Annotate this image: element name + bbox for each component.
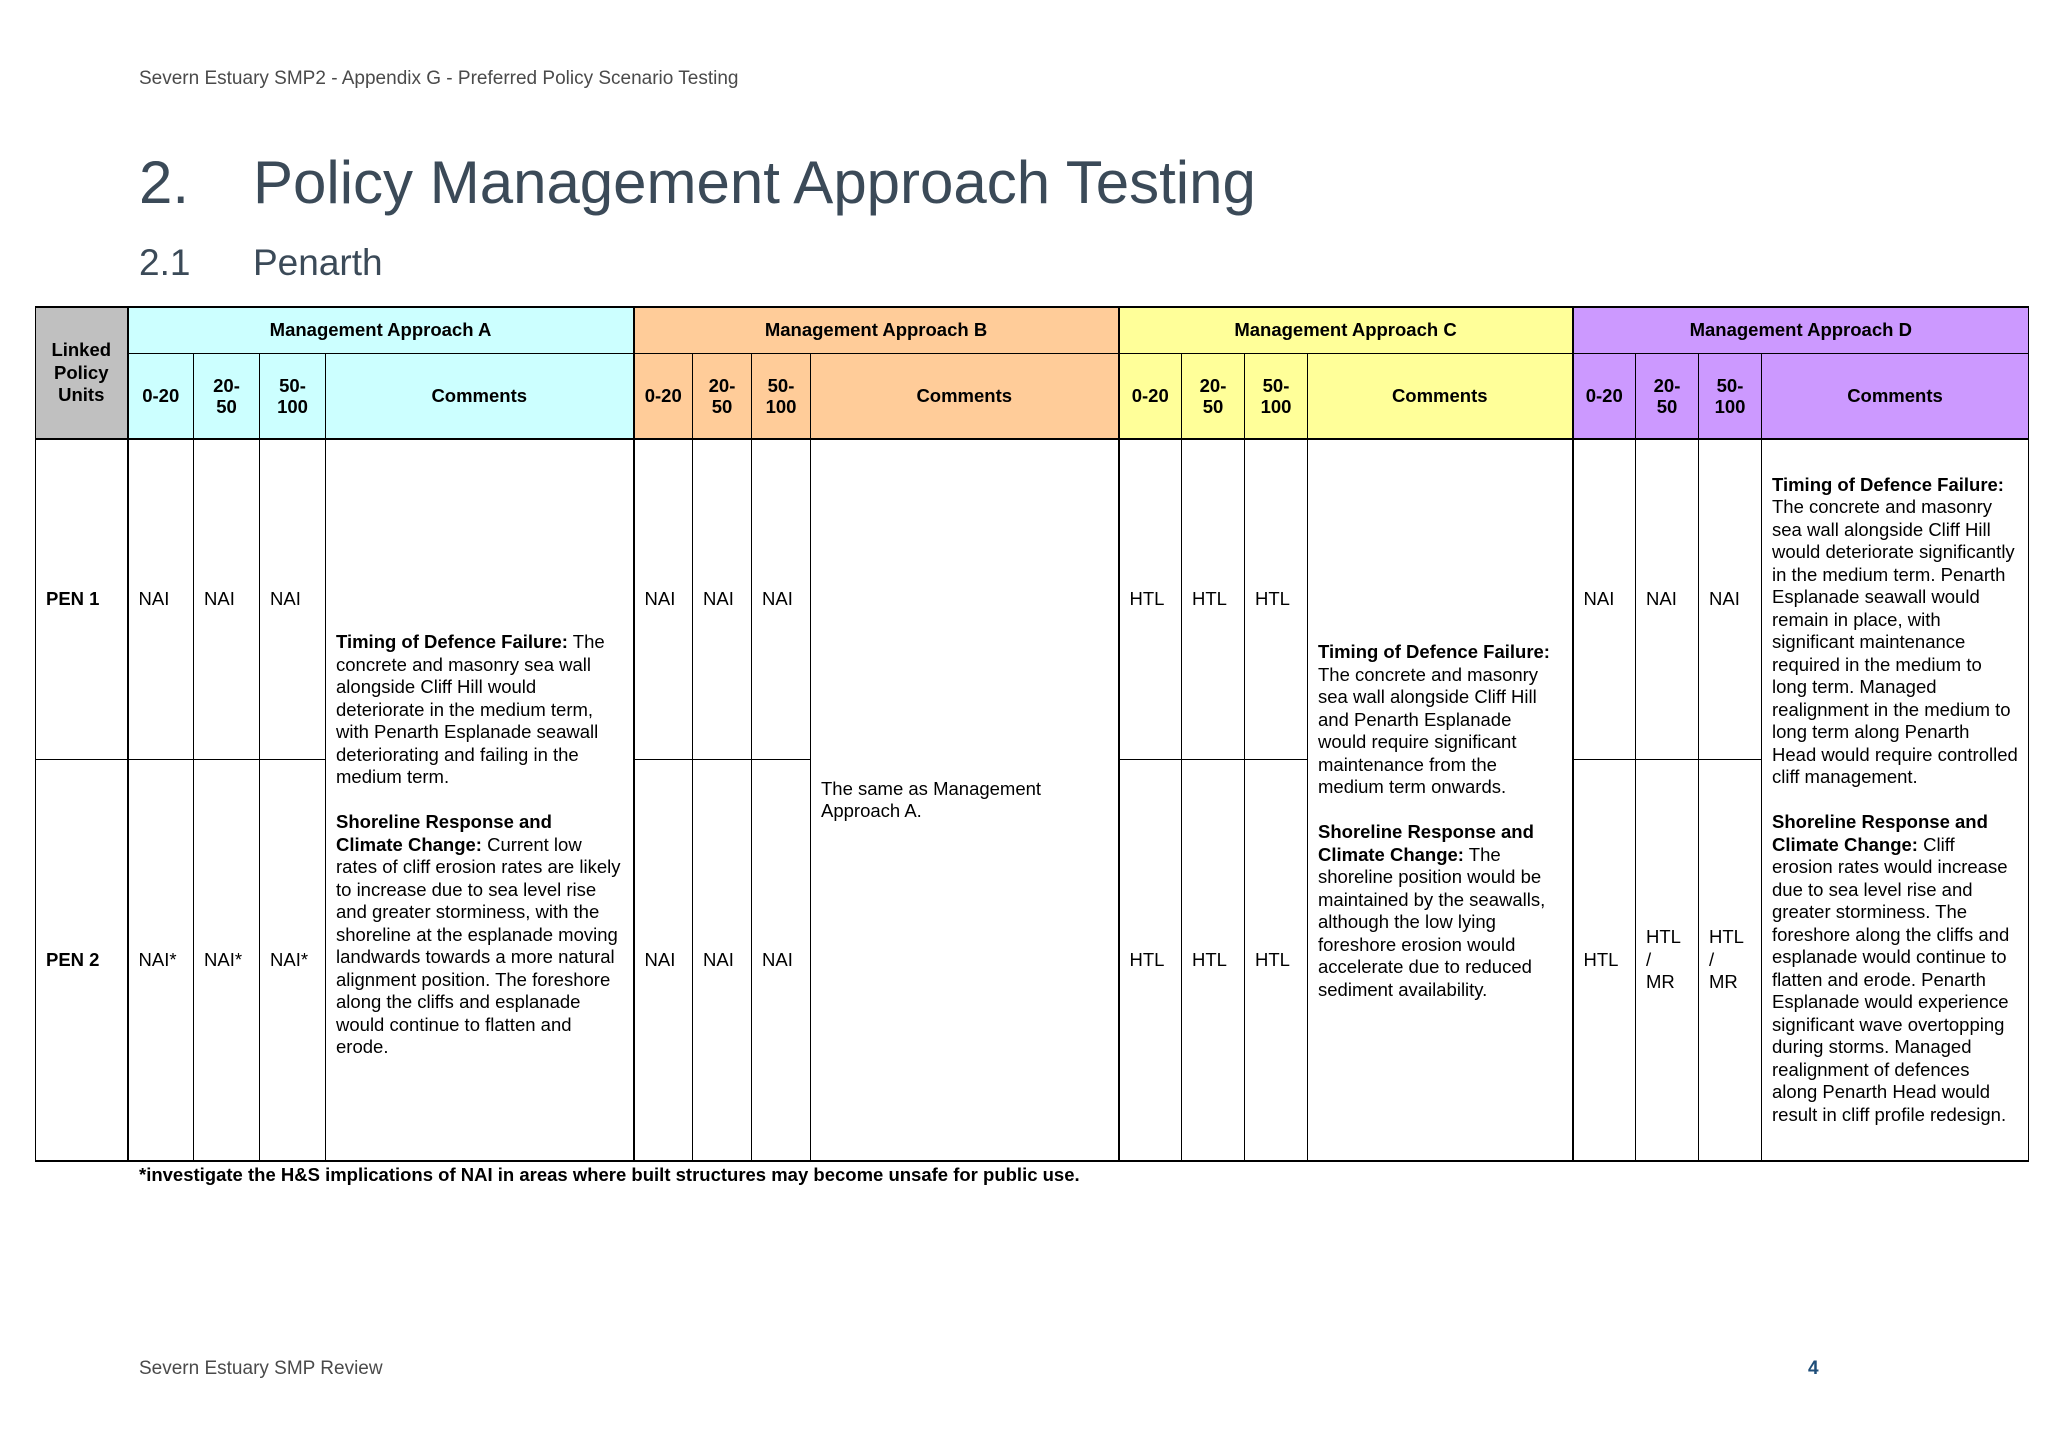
footer-title: Severn Estuary SMP Review [139, 1358, 383, 1379]
comment-text: The same as Management Approach A. [821, 777, 1042, 821]
policy-cell: HTL / MR [1699, 759, 1762, 1161]
comment-text: The concrete and masonry sea wall alongside Cliff Hill would deteriorate in the medium term, with Penarth Esplanade seawall deteriorating and failing in the medium term. [336, 631, 605, 788]
policy-cell: NAI [693, 439, 752, 759]
table-footnote: *investigate the H&S implications of NAI in areas where built structures may become unsafe for public use. [139, 1164, 1080, 1185]
policy-cell: HTL [1182, 759, 1245, 1161]
policy-cell: HTL [1182, 439, 1245, 759]
policy-cell: NAI [260, 439, 326, 759]
unit-cell: PEN 2 [36, 759, 128, 1161]
approach-d-header: Management Approach D [1573, 307, 2029, 353]
page-number: 4 [1808, 1358, 1819, 1379]
comment-label: Timing of Defence Failure: [336, 631, 568, 653]
epoch-header: 0-20 [634, 353, 693, 439]
epoch-header: 20-50 [194, 353, 260, 439]
epoch-header: 0-20 [128, 353, 194, 439]
comment-label: Shoreline Response and Climate Change: [1318, 821, 1534, 865]
policy-cell: HTL [1119, 759, 1182, 1161]
policy-cell: NAI [1636, 439, 1699, 759]
policy-cell: NAI* [128, 759, 194, 1161]
approach-b-header: Management Approach B [634, 307, 1119, 353]
policy-cell: NAI [752, 759, 811, 1161]
policy-cell: HTL [1245, 439, 1308, 759]
policy-cell: NAI [693, 759, 752, 1161]
policy-cell: NAI [1573, 439, 1636, 759]
subsection-number: 2.1 [139, 242, 191, 283]
linked-units-header: Linked Policy Units [36, 307, 128, 439]
subsection-title: Penarth [253, 242, 383, 283]
epoch-header: 20-50 [1636, 353, 1699, 439]
comment-text: The concrete and masonry sea wall alongside Cliff Hill would deteriorate significantly in the medium term. Penarth Esplanade seawall would remain in place, with significant maintenance required in the medium to long term. Managed realignment in the medium to long term along Penarth Head would require controlled cliff management. [1772, 496, 2018, 788]
section-heading [139, 150, 1256, 216]
policy-cell: NAI [128, 439, 194, 759]
epoch-header: 50-100 [1699, 353, 1762, 439]
approach-a-comments [326, 439, 634, 1161]
epoch-header: 50-100 [1245, 353, 1308, 439]
approach-a-header: Management Approach A [128, 307, 634, 353]
approach-c-comments [1308, 439, 1573, 1161]
policy-cell: HTL [1119, 439, 1182, 759]
epoch-header: 50-100 [260, 353, 326, 439]
approach-c-header: Management Approach C [1119, 307, 1573, 353]
section-title: Policy Management Approach Testing [253, 149, 1256, 216]
section-number: 2. [139, 149, 190, 216]
policy-cell: NAI [634, 759, 693, 1161]
comment-text: Cliff erosion rates would increase due to sea level rise and greater storminess. The foreshore along the cliffs and esplanade would continue to flatten and erode. Penarth Esplanade would experience significant wave overtopping during storms. Managed realignment of defences along Penarth Head would result in cliff profile redesign. [1772, 833, 2010, 1125]
comment-label: Timing of Defence Failure: [1772, 473, 2004, 495]
running-header: Severn Estuary SMP2 - Appendix G - Preferred Policy Scenario Testing [139, 68, 739, 89]
comment-label: Shoreline Response and Climate Change: [336, 811, 552, 855]
epoch-header: 20-50 [1182, 353, 1245, 439]
policy-cell: NAI [1699, 439, 1762, 759]
policy-cell: NAI [634, 439, 693, 759]
policy-testing-table [35, 306, 2029, 1162]
subsection-heading [139, 243, 383, 284]
comment-text: The shoreline position would be maintained by the seawalls, although the low lying foreshore erosion would accelerate due to reduced sediment availability. [1318, 843, 1546, 1000]
comments-header: Comments [1308, 353, 1573, 439]
approach-d-comments [1762, 439, 2029, 1161]
epoch-header: 0-20 [1119, 353, 1182, 439]
approach-b-comments [811, 439, 1119, 1161]
comment-label: Shoreline Response and Climate Change: [1772, 811, 1988, 855]
epoch-header: 20-50 [693, 353, 752, 439]
policy-cell: NAI* [260, 759, 326, 1161]
policy-cell: HTL / MR [1636, 759, 1699, 1161]
policy-cell: NAI* [194, 759, 260, 1161]
policy-cell: HTL [1245, 759, 1308, 1161]
comment-label: Timing of Defence Failure: [1318, 641, 1550, 662]
table-row [36, 439, 2029, 759]
comment-text: The concrete and masonry sea wall alongside Cliff Hill and Penarth Esplanade would require significant maintenance from the medium term onwards. [1318, 663, 1539, 797]
unit-cell: PEN 1 [36, 439, 128, 759]
comments-header: Comments [1762, 353, 2029, 439]
epoch-header: 0-20 [1573, 353, 1636, 439]
comments-header: Comments [326, 353, 634, 439]
policy-cell: HTL [1573, 759, 1636, 1161]
comment-text: Current low rates of cliff erosion rates are likely to increase due to sea level rise and greater storminess, with the shoreline at the esplanade moving landwards towards a more natural alignment position. The foreshore along the cliffs and esplanade would continue to flatten and erode. [336, 833, 621, 1058]
epoch-header: 50-100 [752, 353, 811, 439]
policy-cell: NAI [752, 439, 811, 759]
comments-header: Comments [811, 353, 1119, 439]
policy-cell: NAI [194, 439, 260, 759]
